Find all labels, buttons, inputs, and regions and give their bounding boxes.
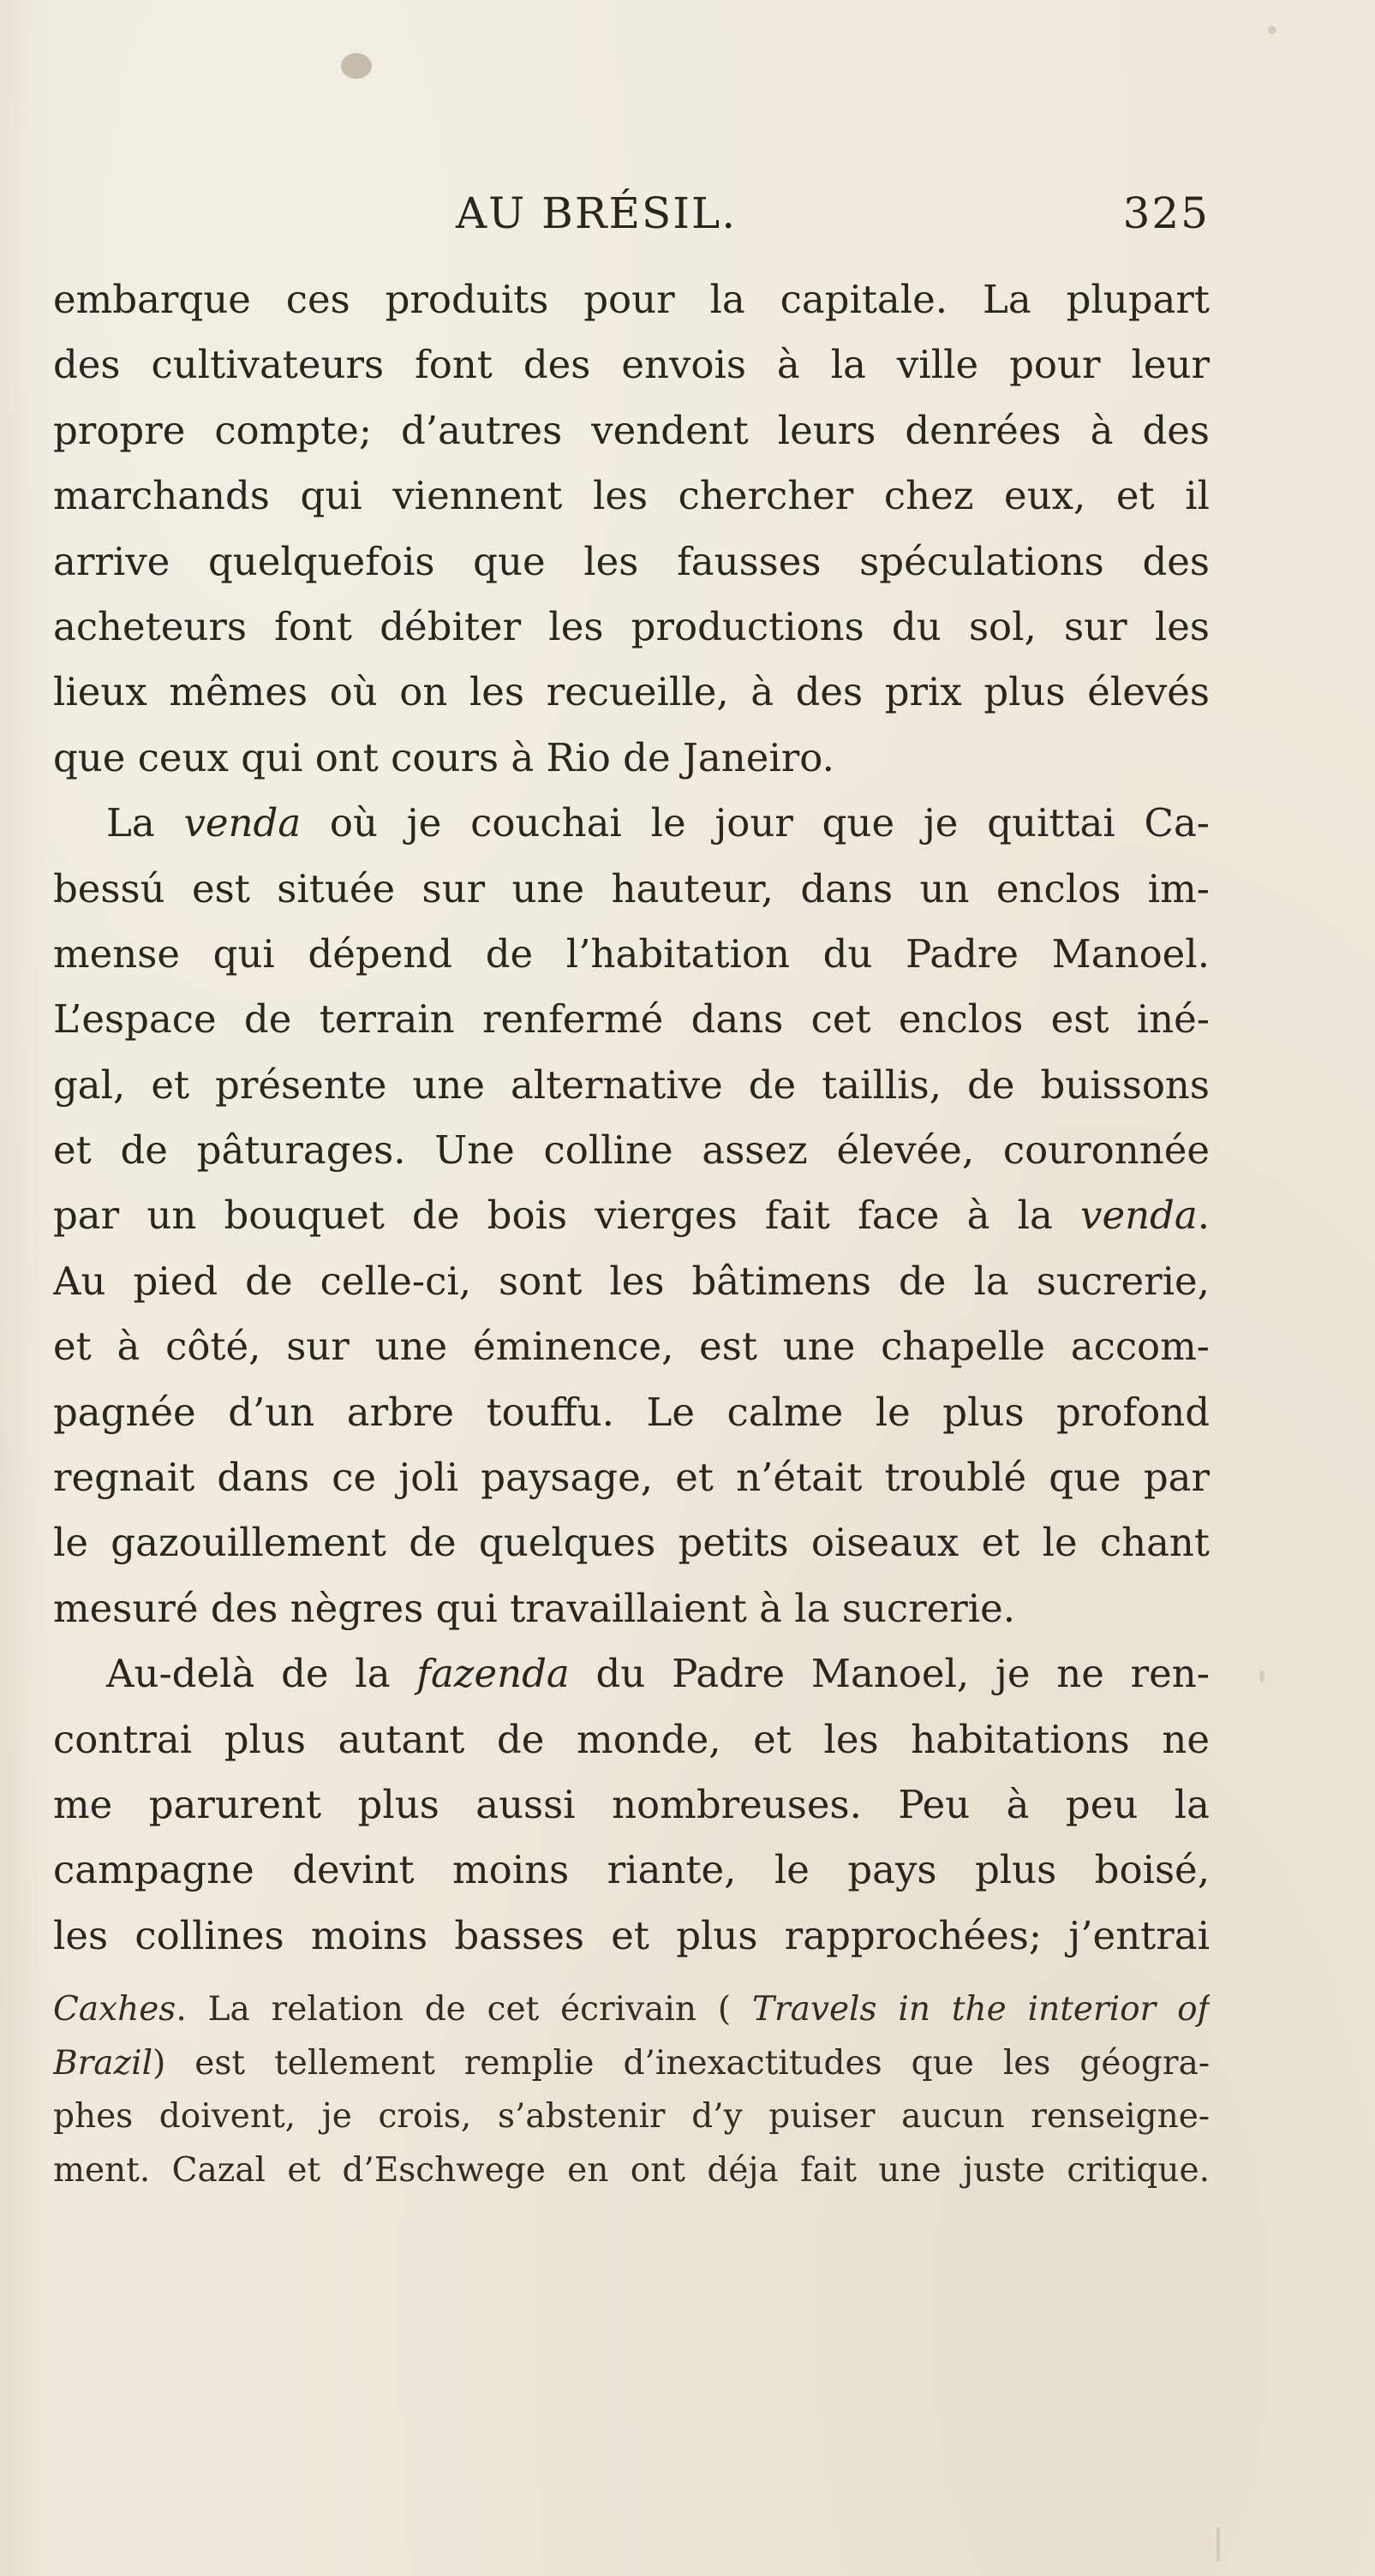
- text-line: campagne devint moins riante, le pays plus boisé,: [53, 1847, 1210, 1893]
- footnote-line: Caxhes. La relation de cet écrivain ( Travels in the interior of: [53, 1990, 1210, 2029]
- text-line: propre compte; d’autres vendent leurs denrées à des: [53, 407, 1210, 453]
- text-line: Au-delà de la fazenda du Padre Manoel, je ne ren-: [106, 1651, 1210, 1697]
- italic-term: fazenda: [416, 1651, 570, 1697]
- footnote-line: phes doivent, je crois, s’abstenir d’y puiser aucun renseigne-: [53, 2097, 1210, 2136]
- paper-speck: [1259, 1671, 1264, 1682]
- paper-speck: [1217, 2527, 1220, 2561]
- text-line: le gazouillement de quelques petits oiseaux et le chant: [53, 1520, 1210, 1566]
- text-line: mesuré des nègres qui travaillaient à la sucrerie.: [53, 1585, 1016, 1631]
- text-line: que ceux qui ont cours à Rio de Janeiro.: [53, 734, 834, 780]
- text-line: des cultivateurs font des envois à la ville pour leur: [53, 342, 1210, 388]
- paper-speck: [1268, 26, 1276, 34]
- text-line: Au pied de celle-ci, sont les bâtimens de la sucrerie,: [53, 1258, 1210, 1304]
- text-line: et à côté, sur une éminence, est une chapelle accom-: [53, 1324, 1210, 1370]
- text-line: acheteurs font débiter les productions du sol, sur les: [53, 603, 1210, 649]
- text-line: gal, et présente une alternative de taillis, de buissons: [53, 1061, 1210, 1108]
- footnote-line: Brazil) est tellement remplie d’inexactitudes que les géogra-: [53, 2043, 1210, 2083]
- text-line: me parurent plus aussi nombreuses. Peu à peu la: [53, 1781, 1210, 1827]
- text-line: les collines moins basses et plus rapprochées; j’entrai: [53, 1912, 1210, 1958]
- text-line: bessú est située sur une hauteur, dans un enclos im-: [53, 865, 1210, 911]
- italic-term: venda: [1080, 1192, 1198, 1239]
- page-number: 325: [1122, 188, 1210, 238]
- text-line: embarque ces produits pour la capitale. La plupart: [53, 277, 1210, 322]
- running-title: AU BRÉSIL.: [456, 188, 738, 238]
- text-line: contrai plus autant de monde, et les habitations ne: [53, 1716, 1210, 1762]
- text-line: lieux mêmes où on les recueille, à des prix plus élevés: [53, 669, 1210, 715]
- text-line: et de pâturages. Une colline assez élevée, couronnée: [53, 1127, 1210, 1174]
- paper-speck: [341, 53, 372, 79]
- italic-term: venda: [183, 800, 302, 846]
- text-line: arrive quelquefois que les fausses spéculations des: [53, 538, 1210, 584]
- text-line: La venda où je couchai le jour que je quittai Ca-: [106, 800, 1210, 846]
- text-line: regnait dans ce joli paysage, et n’était troublé que par: [53, 1455, 1210, 1501]
- text-line: par un bouquet de bois vierges fait face à la venda.: [53, 1192, 1210, 1239]
- text-line: marchands qui viennent les chercher chez eux, et il: [53, 473, 1210, 519]
- running-head: [53, 188, 1210, 248]
- text-line: mense qui dépend de l’habitation du Padre Manoel.: [53, 930, 1210, 977]
- text-line: L’espace de terrain renfermé dans cet enclos est iné-: [53, 996, 1210, 1043]
- body-text: [53, 267, 1210, 1969]
- footnote: [53, 1983, 1210, 2197]
- text-line: pagnée d’un arbre touffu. Le calme le plus profond: [53, 1389, 1210, 1435]
- footnote-line: ment. Cazal et d’Eschwege en ont déja fait une juste critique.: [53, 2150, 1210, 2190]
